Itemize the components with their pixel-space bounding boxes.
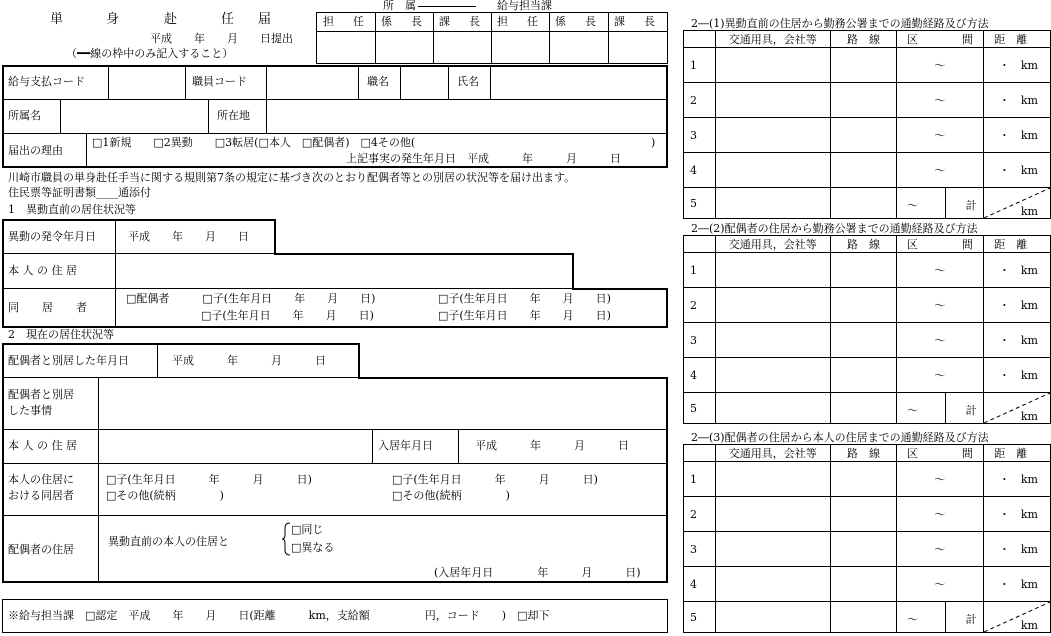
total-label: 計 [965,199,977,212]
staff-code-field[interactable] [268,67,356,97]
route-header-cell: 路 線 [830,445,896,462]
staff-code-label: 職員コード [192,75,247,88]
row-number: 5 [684,602,716,633]
route-header-cell: 路 線 [830,236,896,253]
position-field[interactable] [402,67,446,97]
spouse-option-different[interactable]: □異なる [291,541,335,554]
current-cohab-label-2: おける同居者 [8,489,74,502]
line-cell[interactable] [830,253,896,288]
route-title: 2―(3)配偶者の住居から本人の住居までの通勤経路及び方法 [691,431,989,444]
brace-icon [281,522,291,556]
row-number: 4 [684,358,716,393]
row-number: 3 [684,323,716,358]
section-cell[interactable]: ～ [897,288,983,323]
route-header-cell: 距 離 [983,31,1050,48]
transport-cell[interactable] [715,497,830,532]
table-row [684,462,1051,497]
distance-cell[interactable]: ・ km [983,567,1050,602]
row-number: 5 [684,188,716,219]
route-header-cell: 区 間 [897,236,983,253]
transport-cell[interactable] [715,567,830,602]
tilde-mark: ～ [907,613,919,626]
table-row [684,288,1051,323]
route-header-cell: 距 離 [983,236,1050,253]
route-header-cell: 交通用具，会社等 [715,31,830,48]
title-char: 届 [258,12,272,27]
reason-date: 上記事実の発生年月日 平成 年 月 日 [346,152,621,165]
separation-reason-label-2: した事情 [8,404,52,417]
name-field[interactable] [492,67,666,97]
line-cell[interactable] [830,153,896,188]
instruction-note: （━━線の枠中のみ記入すること） [66,47,234,60]
approval-dept-2: 係 長 [381,15,426,28]
section-cell[interactable]: ～ [897,118,983,153]
route-header-cell: 区 間 [897,445,983,462]
footer-text: ※給与担当課 □認定 平成 年 月 日(距離 km，支給額 円，コード ) □却下 [8,609,550,622]
spouse-option-same[interactable]: □同じ [291,523,324,536]
location-label: 所在地 [217,109,250,122]
transport-cell[interactable] [715,393,830,424]
line-cell[interactable] [830,323,896,358]
reason-options[interactable]: □1新規 □2異動 □3転居(□本人 □配偶者) □4その他( [92,136,416,149]
approval-pay-3: 課 長 [614,15,659,28]
diagonal-dash-icon [984,602,1050,632]
transfer-date-label: 異動の発令年月日 [8,230,96,243]
transport-cell[interactable] [715,358,830,393]
distance-cell[interactable]: ・ km [983,358,1050,393]
table-row [684,602,1051,633]
distance-cell[interactable]: ・ km [983,253,1050,288]
section-cell[interactable]: ～ [897,532,983,567]
cohabitant-label: 同 居 者 [8,301,93,314]
route-table [683,444,1051,633]
total-label: 計 [965,404,977,417]
transport-cell[interactable] [715,253,830,288]
route-table-header [684,445,1051,462]
spouse-residence-label: 配偶者の住居 [8,543,74,556]
line-cell[interactable] [830,532,896,567]
distance-cell[interactable]: ・ km [983,532,1050,567]
spouse-residence-text: 異動直前の本人の住居と [108,535,229,548]
title-char: 単 [50,12,64,27]
cohabitant-row2-left[interactable]: □子(生年月日 年 月 日) [201,309,374,322]
distance-cell[interactable]: km [983,602,1050,633]
diagonal-dash-icon [984,393,1050,423]
transport-cell[interactable] [715,83,830,118]
table-row [684,532,1051,567]
route-header-cell [684,236,716,253]
diagonal-dash-icon [984,188,1050,218]
approval-dept-3: 課 長 [439,15,484,28]
approval-dept-1: 担 任 [323,15,368,28]
intro-text: 川崎市職員の単身赴任手当に関する規則第7条の規定に基づき次のとおり配偶者等との別居の状況等を届け出ます。 [8,171,576,184]
section-cell[interactable]: ～ [897,153,983,188]
section-cell[interactable] [897,602,983,633]
name-label: 氏名 [457,75,479,88]
current-cohab-row1-left[interactable]: □子(生年月日 年 月 日) [106,473,312,486]
location-field[interactable] [268,101,666,131]
row-number: 4 [684,567,716,602]
route-header-cell: 交通用具，会社等 [715,236,830,253]
route-header-cell: 区 間 [897,31,983,48]
line-cell[interactable] [830,567,896,602]
line-cell[interactable] [830,118,896,153]
section-cell[interactable]: ～ [897,83,983,118]
separation-date-value[interactable]: 平成 年 月 日 [172,354,326,367]
current-cohab-row2-left[interactable]: □その他(続柄 ) [106,489,224,502]
line-cell[interactable] [830,393,896,424]
route-title: 2―(2)配偶者の住居から勤務公署までの通勤経路及び方法 [691,222,978,235]
table-row [684,393,1051,424]
current-cohab-row1-right[interactable]: □子(生年月日 年 月 日) [392,473,598,486]
distance-cell[interactable]: ・ km [983,48,1050,83]
distance-cell[interactable]: km [983,393,1050,424]
row-number: 2 [684,83,716,118]
route-header-cell [684,31,716,48]
section1-heading: 1 異動直前の居住状況等 [8,203,136,216]
route-table [683,30,1051,219]
table-row [684,118,1051,153]
route-header-cell: 交通用具，会社等 [715,445,830,462]
route-header-cell: 距 離 [983,445,1050,462]
move-in-value[interactable]: 平成 年 月 日 [475,439,629,452]
reason-close: ) [651,136,656,149]
row-number: 1 [684,462,716,497]
section-cell[interactable] [897,393,983,424]
distance-cell[interactable]: ・ km [983,118,1050,153]
row-number: 5 [684,393,716,424]
distance-cell[interactable]: ・ km [983,288,1050,323]
route-header-cell: 路 線 [830,31,896,48]
pay-code-label: 給与支払コード [8,75,85,88]
line-cell[interactable] [830,188,896,219]
distance-cell[interactable]: ・ km [983,497,1050,532]
table-row [684,323,1051,358]
move-in-label: 入居年月日 [378,439,433,452]
position-label: 職名 [367,75,389,88]
transport-cell[interactable] [715,532,830,567]
approval-pay-1: 担 任 [497,15,542,28]
line-cell[interactable] [830,497,896,532]
route-table-header [684,31,1051,48]
distance-cell[interactable]: km [983,188,1050,219]
section2-heading: 2 現在の居住状況等 [8,328,114,341]
table-row [684,153,1051,188]
section-cell[interactable]: ～ [897,358,983,393]
section-cell[interactable]: ～ [897,462,983,497]
route-header-cell [684,445,716,462]
table-row [684,497,1051,532]
current-residence-field[interactable] [100,431,370,461]
tilde-mark: ～ [907,199,919,212]
prev-residence-field[interactable] [117,255,570,286]
row-number: 4 [684,153,716,188]
section-cell[interactable]: ～ [897,253,983,288]
row-number: 1 [684,253,716,288]
table-row [684,567,1051,602]
transport-cell[interactable] [715,288,830,323]
dept-name-field[interactable] [62,101,206,131]
distance-cell[interactable]: ・ km [983,153,1050,188]
total-label: 計 [965,613,977,626]
transport-cell[interactable] [715,188,830,219]
line-cell[interactable] [830,288,896,323]
section-cell[interactable]: ～ [897,567,983,602]
row-number: 2 [684,288,716,323]
current-cohab-label-1: 本人の住居に [8,473,74,486]
row-number: 3 [684,532,716,567]
route-table-header [684,236,1051,253]
cohabitant-row2-right[interactable]: □子(生年月日 年 月 日) [438,309,611,322]
table-row [684,358,1051,393]
line-cell[interactable] [830,602,896,633]
certificate-note: 住民票等証明書類____通添付 [8,186,151,199]
separation-reason-label-1: 配偶者と別居 [8,388,74,401]
distance-cell[interactable]: ・ km [983,323,1050,358]
row-number: 1 [684,48,716,83]
submission-date: 平成 年 月 日提出 [150,32,293,45]
transport-cell[interactable] [715,48,830,83]
current-residence-label: 本 人 の 住 居 [8,439,77,452]
row-number: 3 [684,118,716,153]
cohabitant-row1-left[interactable]: □配偶者 □子(生年月日 年 月 日) [126,292,376,305]
distance-cell[interactable]: ・ km [983,83,1050,118]
reason-label: 届出の理由 [8,144,63,157]
tilde-mark: ～ [907,404,919,417]
table-row [684,188,1051,219]
section-cell[interactable]: ～ [897,323,983,358]
transfer-date-value[interactable]: 平成 年 月 日 [128,230,249,243]
dept-caption: 所 属 [383,0,416,12]
separation-reason-field[interactable] [100,379,664,427]
section-cell[interactable]: ～ [897,48,983,83]
route-title: 2―(1)異動直前の住居から勤務公署までの通勤経路及び方法 [691,17,989,30]
line-cell[interactable] [830,462,896,497]
table-row [684,48,1051,83]
dept-name-label: 所属名 [8,109,41,122]
title-char: 身 [106,12,120,27]
pay-code-field[interactable] [110,67,184,97]
transport-cell[interactable] [715,153,830,188]
transport-cell[interactable] [715,462,830,497]
pay-caption: 給与担当課 [497,0,552,12]
table-row [684,83,1051,118]
line-cell[interactable] [830,83,896,118]
table-row [684,253,1051,288]
title-char: 任 [221,12,235,27]
route-table [683,235,1051,424]
line-cell[interactable] [830,358,896,393]
cohabitant-row1-right[interactable]: □子(生年月日 年 月 日) [438,292,611,305]
title-char: 赴 [164,12,178,27]
separation-date-label: 配偶者と別居した年月日 [8,354,129,367]
section-cell[interactable]: ～ [897,497,983,532]
transport-cell[interactable] [715,602,830,633]
distance-cell[interactable]: ・ km [983,462,1050,497]
prev-residence-label: 本 人 の 住 居 [8,264,77,277]
spouse-move-in[interactable]: (入居年月日 年 月 日) [434,566,641,579]
approval-pay-2: 係 長 [555,15,600,28]
transport-cell[interactable] [715,118,830,153]
transport-cell[interactable] [715,323,830,358]
section-cell[interactable] [897,188,983,219]
current-cohab-row2-right[interactable]: □その他(続柄 ) [392,489,510,502]
row-number: 2 [684,497,716,532]
line-cell[interactable] [830,48,896,83]
